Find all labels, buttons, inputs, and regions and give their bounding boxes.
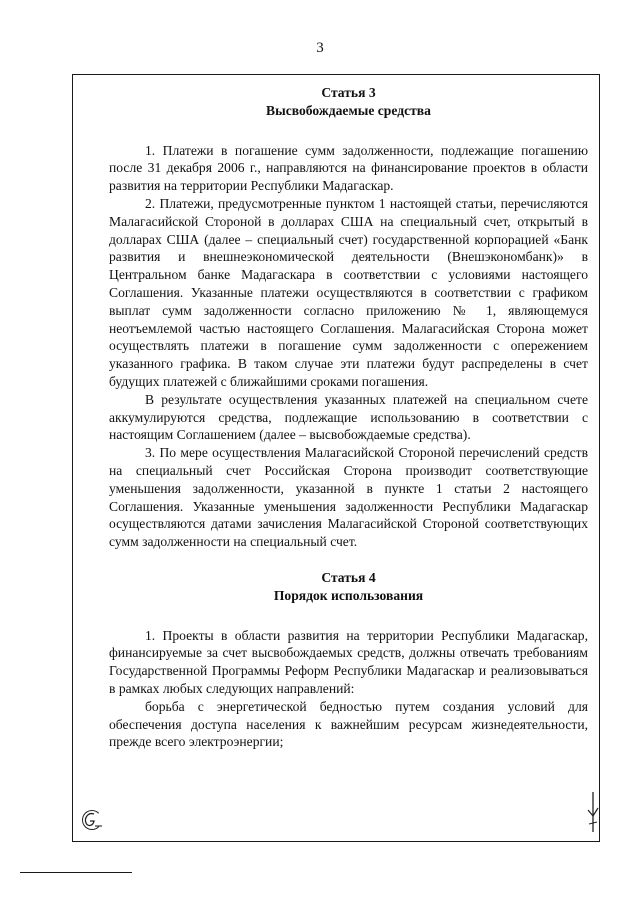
article-3-paragraph-4: 3. По мере осуществления Малагасийской Стороной перечислений средств на специальный счет Российская Сторона производит соответствующие уменьшения задолженности, указанной в пункте 1 статьи 2 настоящего Соглашения. Указанные уменьшения задолженности Республики Мадагаскар осуществляются датами зачисления Малагасийской Стороной соответствующих сумм задолженности на специальный счет.	[109, 445, 588, 550]
article-3-paragraph-2: 2. Платежи, предусмотренные пунктом 1 настоящей статьи, перечисляются Малагасийской Стороной в долларах США на специальный счет, открытый в долларах США (далее – специальный счет) государственной корпорацией «Банк развития и внешнеэкономической деятельности (Внешэкономбанк)» в Центральном банке Мадагаскара в соответствии с условиями настоящего Соглашения. Указанные платежи осуществляются в соответствии с графиком выплат сумм задолженности согласно приложению № 1, являющемуся неотъемлемой частью настоящего Соглашения. Малагасийская Сторона может осуществлять платежи в погашение сумм задолженности с опережением указанного графика. В таком случае эти платежи будут распределены в счет будущих платежей с ближайшими сроками погашения.	[109, 195, 588, 389]
article-4-title: Статья 4	[321, 569, 376, 585]
initials-signature-right	[586, 790, 600, 834]
article-3-paragraph-3: В результате осуществления указанных платежей на специальном счете аккумулируются средства, подлежащие использованию в соответствии с настоящим Соглашением (далее – высвобождаемые средства).	[109, 391, 588, 443]
article-4-paragraph-1: 1. Проекты в области развития на территории Республики Мадагаскар, финансируемые за счет высвобождаемых средств, должны отвечать требованиям Государственной Программы Реформ Республики Мадагаскар и реализовываться в рамках любых следующих направлений:	[109, 627, 588, 696]
initials-signature-left	[80, 808, 106, 832]
article-3-paragraph-1: 1. Платежи в погашение сумм задолженности, подлежащие погашению после 31 декабря 2006 г., направляются на финансирование проектов в области развития на территории Республики Мадагаскар.	[109, 142, 588, 194]
article-4-paragraph-2: борьба с энергетической бедностью путем создания условий для обеспечения доступа населения к важнейшим ресурсам жизнедеятельности, прежде всего электроэнергии;	[109, 698, 588, 750]
article-4-subtitle: Порядок использования	[273, 587, 424, 603]
page-number: 3	[316, 40, 324, 56]
article-3-title: Статья 3	[321, 85, 376, 100]
article-3-subtitle: Высвобождаемые средства	[266, 102, 431, 118]
footnote-rule	[20, 872, 132, 873]
document-body	[109, 84, 588, 751]
